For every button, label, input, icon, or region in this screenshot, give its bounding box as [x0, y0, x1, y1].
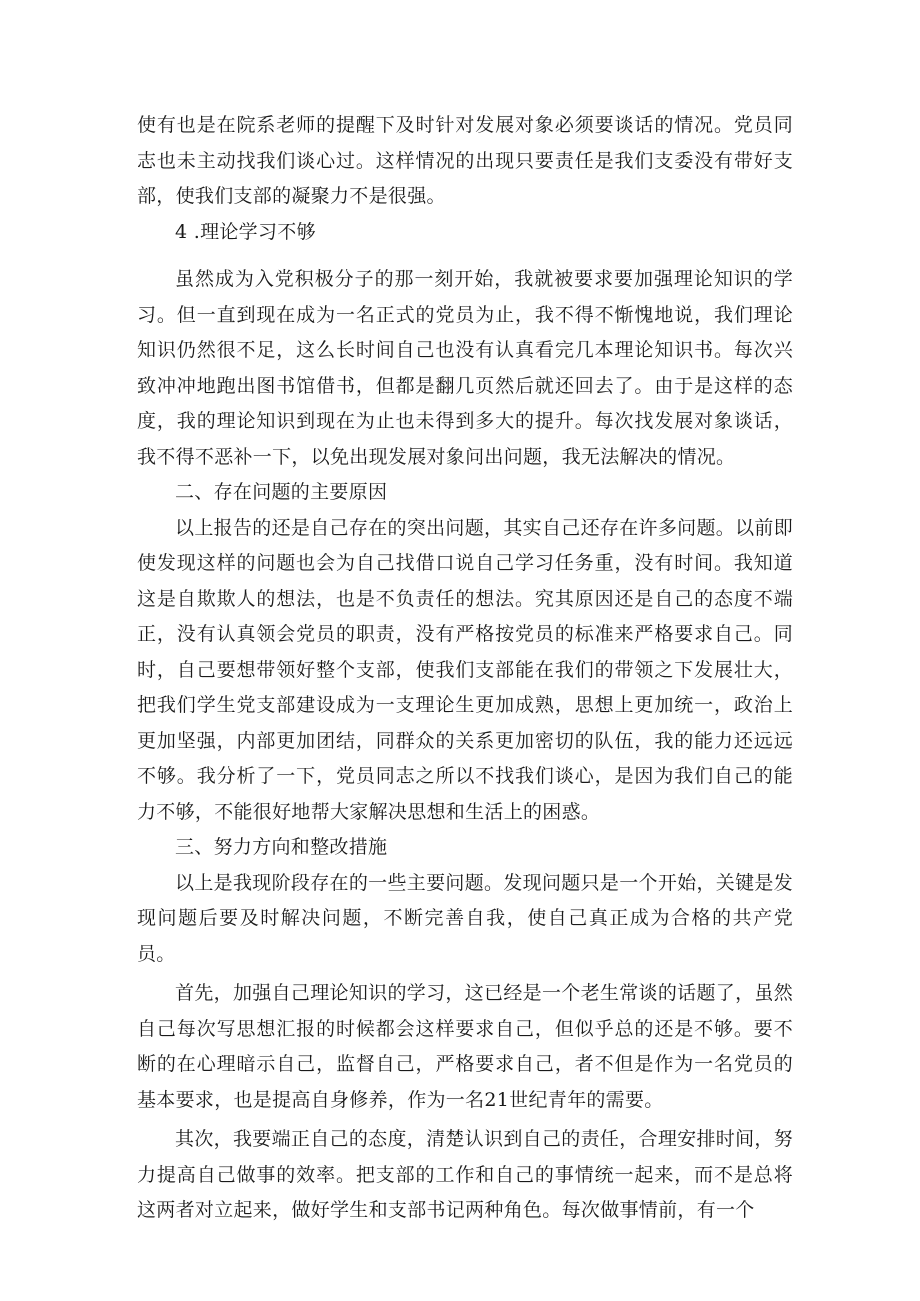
paragraph-theory-study: 虽然成为入党积极分子的那一刻开始，我就被要求要加强理论知识的学习。但一直到现在成为一名正式的党员为止，我不得不惭愧地说，我们理论知识仍然很不足，这么长时间自己也没有认真看完几本理论知识书。每次兴致冲冲地跑出图书馆借书，但都是翻几页然后就还回去了。由于是这样的态度，我的理论知识到现在为止也未得到多大的提升。每次找发展对象谈话，我不得不恶补一下，以免出现发展对象问出问题，我无法解决的情况。	[137, 268, 793, 468]
section-heading-theory-study: 4 .理论学习不够	[175, 220, 316, 243]
paragraph-main-causes: 以上报告的还是自己存在的突出问题，其实自己还存在许多问题。以前即使发现这样的问题也会为自己找借口说自己学习任务重，没有时间。我知道这是自欺欺人的想法，也是不负责任的想法。究其原因还是自己的态度不端正，没有认真领会党员的职责，没有严格按党员的标准来严格要求自己。同时，自己要想带领好整个支部，使我们支部能在我们的带领之下发展壮大，把我们学生党支部建设成为一支理论生更加成熟，思想上更加统一，政治上更加坚强，内部更加团结，同群众的关系更加密切的队伍，我的能力还远远不够。我分析了一下，党员同志之所以不找我们谈心，是因为我们自己的能力不够，不能很好地帮大家解决思想和生活上的困惑。	[137, 516, 793, 823]
document-page	[137, 108, 793, 1229]
paragraph-second-measure: 其次，我要端正自己的态度，清楚认识到自己的责任，合理安排时间，努力提高自己做事的效率。把支部的工作和自己的事情统一起来，而不是总将这两者对立起来，做好学生和支部书记两种角色。每次做事情前，有一个	[137, 1128, 793, 1221]
paragraph-rectification-intro: 以上是我现阶段存在的一些主要问题。发现问题只是一个开始，关键是发现问题后要及时解决问题，不断完善自我，使自己真正成为合格的共产党员。	[137, 871, 793, 965]
paragraph-continuation: 使有也是在院系老师的提醒下及时针对发展对象必须要谈话的情况。党员同志也未主动找我们谈心过。这样情况的出现只要责任是我们支委没有带好支部，使我们支部的凝聚力不是很强。	[137, 114, 793, 207]
section-heading-rectification: 三、努力方向和整改措施	[175, 836, 388, 858]
section-heading-main-causes: 二、存在问题的主要原因	[175, 481, 388, 503]
paragraph-first-measure: 首先，加强自己理论知识的学习，这已经是一个老生常谈的话题了，虽然自己每次写思想汇报的时候都会这样要求自己，但似乎总的还是不够。要不断的在心理暗示自己，监督自己，严格要求自己，者不但是作为一名党员的基本要求，也是提高自身修养，作为一名21世纪青年的需要。	[137, 982, 793, 1111]
